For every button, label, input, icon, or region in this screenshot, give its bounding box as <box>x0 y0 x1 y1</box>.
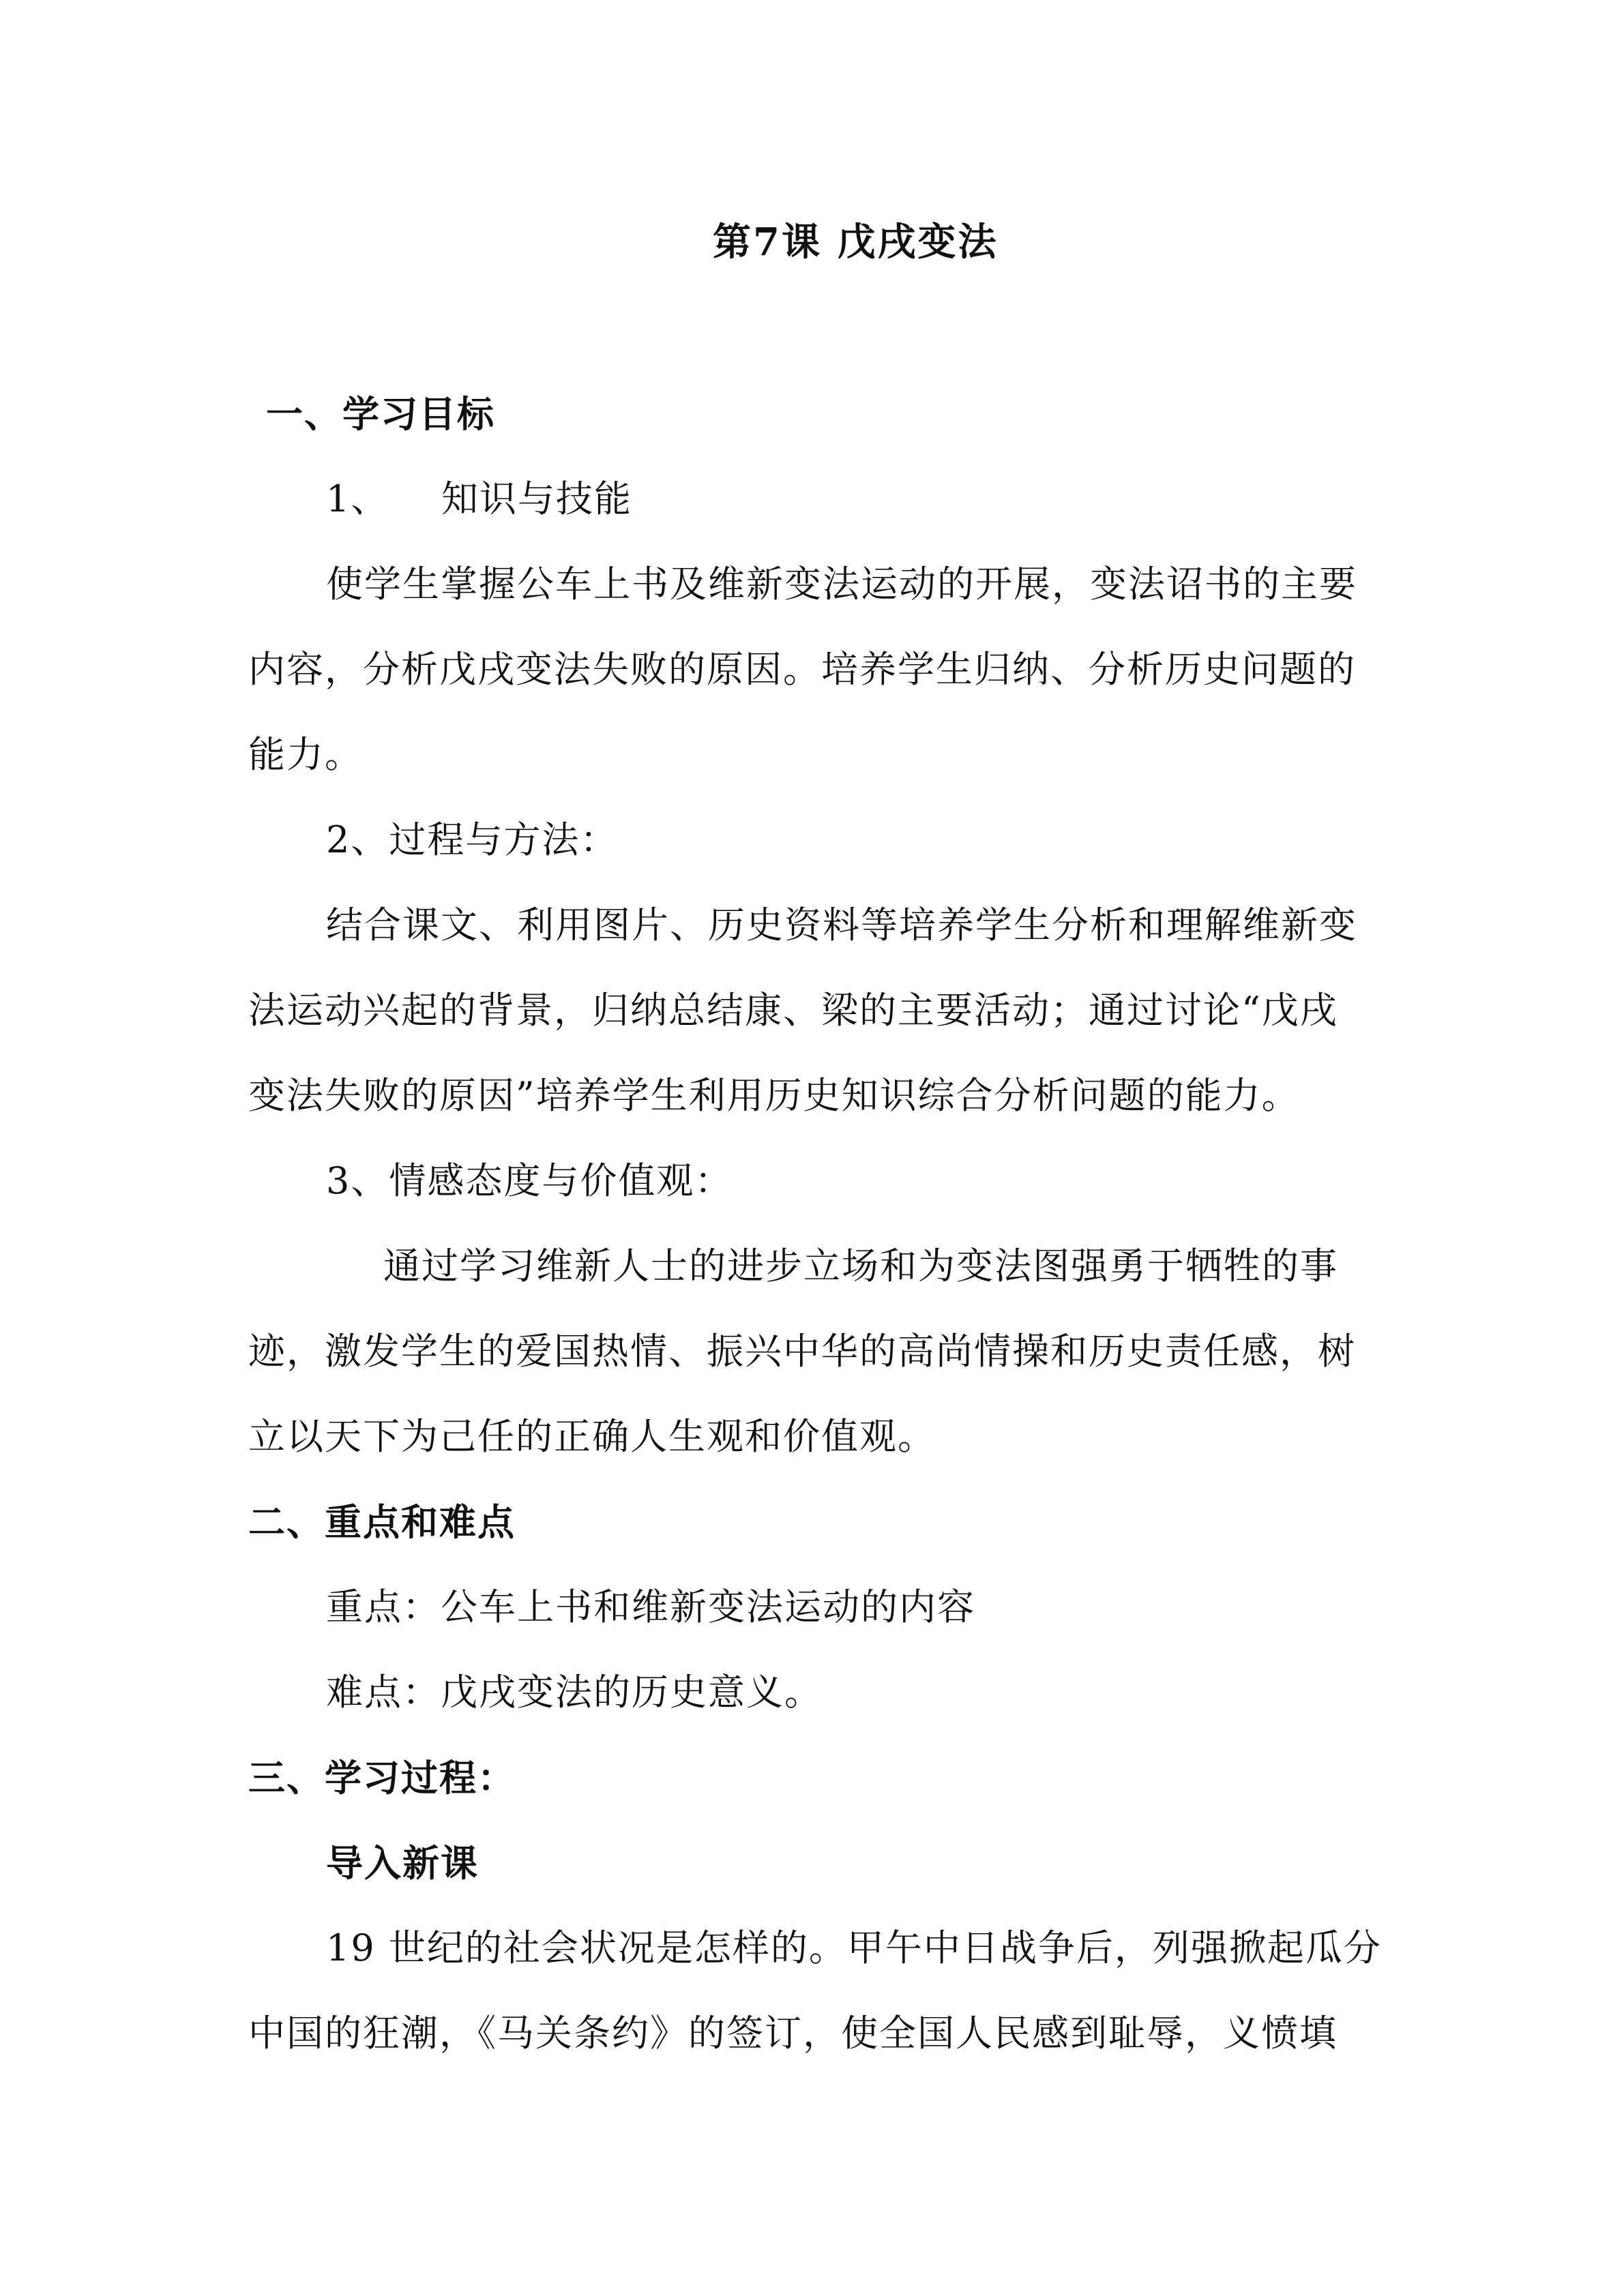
paragraph-line: 中国的狂潮，《马关条约》的签订，使全国人民感到耻辱，义愤填 <box>248 2012 1338 2055</box>
difficult-point-text: 难点：戊戌变法的历史意义。 <box>326 1671 823 1714</box>
paragraph-line: 19 世纪的社会状况是怎样的。甲午中日战争后，列强掀起瓜分 <box>326 1926 1382 1969</box>
key-point-text: 重点：公车上书和维新变法运动的内容 <box>326 1585 975 1628</box>
section-heading-objectives: 一、学习目标 <box>266 392 495 436</box>
objective-item-knowledge: 1、 知识与技能 <box>326 477 633 520</box>
section-heading-focus: 二、重点和难点 <box>248 1500 516 1544</box>
objective-item-values: 3、情感态度与价值观： <box>326 1159 733 1202</box>
page-title: 第7课 戊戌变法 <box>713 220 999 265</box>
paragraph-line: 通过学习维新人士的进步立场和为变法图强勇于牺牲的事 <box>383 1244 1338 1287</box>
paragraph-line: 能力。 <box>248 733 363 776</box>
paragraph-line: 使学生掌握公车上书及维新变法运动的开展，变法诏书的主要 <box>326 563 1357 606</box>
paragraph-line: 迹，激发学生的爱国热情、振兴中华的高尚情操和历史责任感，树 <box>248 1330 1356 1373</box>
subheading-intro: 导入新课 <box>326 1841 479 1885</box>
section-heading-process: 三、学习过程： <box>248 1756 516 1800</box>
paragraph-line: 变法失败的原因”培养学生利用历史知识综合分析问题的能力。 <box>248 1074 1300 1117</box>
paragraph-line: 结合课文、利用图片、历史资料等培养学生分析和理解维新变 <box>326 904 1357 946</box>
objective-item-process: 2、过程与方法： <box>326 818 619 861</box>
paragraph-line: 立以天下为己任的正确人生观和价值观。 <box>248 1415 936 1458</box>
paragraph-line: 法运动兴起的背景，归纳总结康、梁的主要活动；通过讨论“戊戌 <box>248 989 1338 1032</box>
paragraph-line: 内容，分析戊戌变法失败的原因。培养学生归纳、分析历史问题的 <box>248 648 1356 691</box>
